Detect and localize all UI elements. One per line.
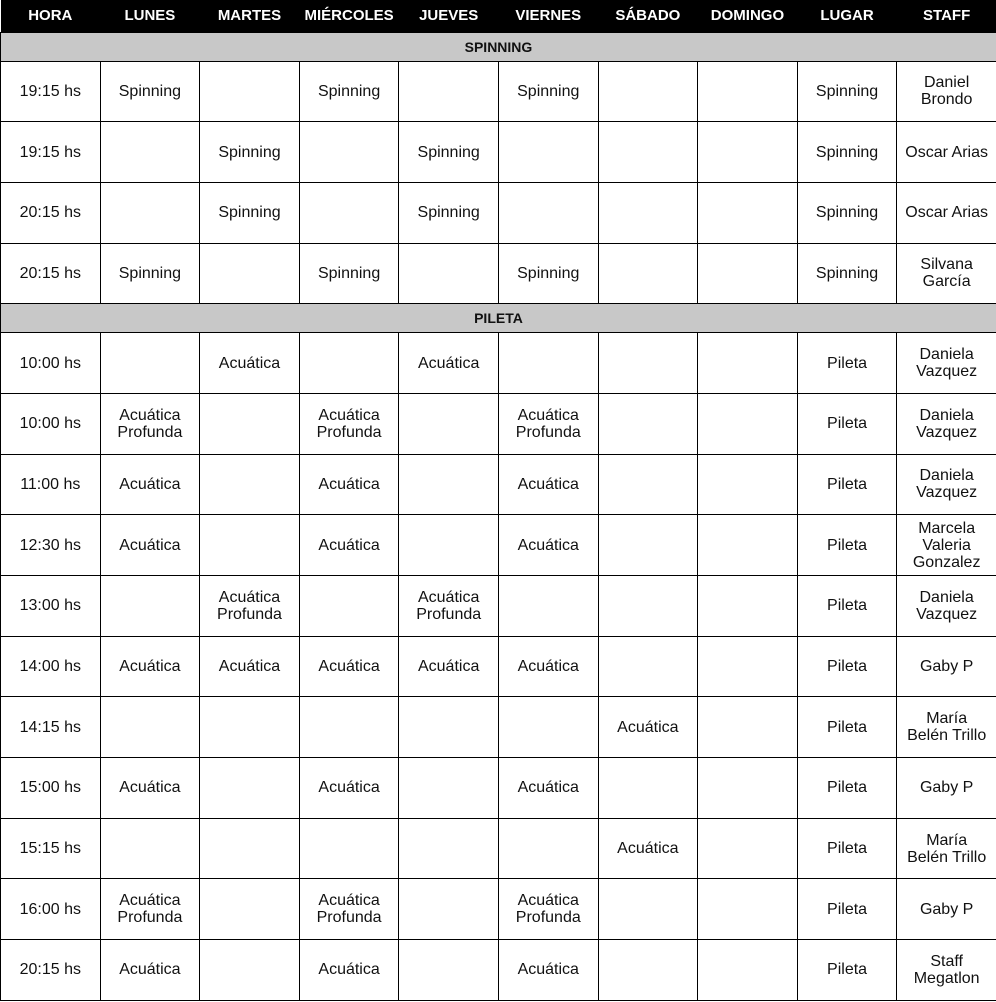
table-row <box>1 818 996 879</box>
staff-cell: Gaby P <box>897 636 996 697</box>
class-cell: Acuática <box>299 515 399 576</box>
time-cell: 19:15 hs <box>1 122 101 183</box>
section-row-spinning <box>1 32 996 61</box>
header-hora: HORA <box>1 0 101 32</box>
class-cell <box>498 182 598 243</box>
lugar-cell: Pileta <box>797 940 897 1001</box>
class-cell: Acuática <box>100 940 200 1001</box>
class-cell <box>399 697 499 758</box>
lugar-cell: Pileta <box>797 393 897 454</box>
header-miercoles: MIÉRCOLES <box>299 0 399 32</box>
lugar-cell: Spinning <box>797 182 897 243</box>
class-cell: Spinning <box>399 182 499 243</box>
class-cell <box>200 758 300 819</box>
header-domingo: DOMINGO <box>698 0 798 32</box>
class-cell: Spinning <box>498 243 598 304</box>
class-cell <box>399 940 499 1001</box>
class-cell: Acuática <box>598 697 698 758</box>
staff-cell: Silvana García <box>897 243 996 304</box>
class-cell: Acuática <box>100 454 200 515</box>
class-cell <box>200 697 300 758</box>
class-cell <box>698 758 798 819</box>
class-cell: Acuática <box>498 515 598 576</box>
class-cell: Acuática <box>498 454 598 515</box>
lugar-cell: Spinning <box>797 243 897 304</box>
class-cell <box>598 576 698 637</box>
lugar-cell: Spinning <box>797 61 897 122</box>
class-cell <box>299 182 399 243</box>
time-cell: 14:00 hs <box>1 636 101 697</box>
header-staff: STAFF <box>897 0 996 32</box>
header-lunes: LUNES <box>100 0 200 32</box>
class-cell <box>100 182 200 243</box>
time-cell: 15:00 hs <box>1 758 101 819</box>
class-cell <box>598 243 698 304</box>
class-cell <box>598 940 698 1001</box>
table-row <box>1 122 996 183</box>
table-row <box>1 243 996 304</box>
table-row <box>1 879 996 940</box>
staff-cell: Staff Megatlon <box>897 940 996 1001</box>
time-cell: 20:15 hs <box>1 940 101 1001</box>
time-cell: 10:00 hs <box>1 393 101 454</box>
header-jueves: JUEVES <box>399 0 499 32</box>
class-cell: Spinning <box>498 61 598 122</box>
time-cell: 16:00 hs <box>1 879 101 940</box>
class-cell: Acuática <box>200 636 300 697</box>
class-cell <box>698 122 798 183</box>
class-cell: Acuática <box>100 636 200 697</box>
lugar-cell: Pileta <box>797 454 897 515</box>
class-cell <box>698 454 798 515</box>
staff-cell: Daniel Brondo <box>897 61 996 122</box>
class-cell: Acuática <box>399 636 499 697</box>
time-cell: 20:15 hs <box>1 182 101 243</box>
time-cell: 20:15 hs <box>1 243 101 304</box>
time-cell: 14:15 hs <box>1 697 101 758</box>
staff-cell: Marcela Valeria Gonzalez <box>897 515 996 576</box>
class-cell: Acuática <box>299 636 399 697</box>
class-cell: Acuática Profunda <box>299 393 399 454</box>
class-cell <box>399 818 499 879</box>
time-cell: 12:30 hs <box>1 515 101 576</box>
lugar-cell: Pileta <box>797 636 897 697</box>
class-cell: Acuática Profunda <box>498 879 598 940</box>
class-cell <box>598 122 698 183</box>
staff-cell: Daniela Vazquez <box>897 454 996 515</box>
class-cell: Acuática <box>598 818 698 879</box>
class-cell <box>598 758 698 819</box>
class-cell <box>698 818 798 879</box>
class-cell <box>698 940 798 1001</box>
class-cell <box>698 515 798 576</box>
class-cell: Acuática <box>100 758 200 819</box>
class-cell <box>100 697 200 758</box>
lugar-cell: Pileta <box>797 879 897 940</box>
class-cell <box>200 61 300 122</box>
class-cell <box>299 697 399 758</box>
header-viernes: VIERNES <box>498 0 598 32</box>
class-cell <box>399 243 499 304</box>
class-cell: Acuática Profunda <box>498 393 598 454</box>
staff-cell: Oscar Arias <box>897 122 996 183</box>
class-cell <box>399 879 499 940</box>
staff-cell: Daniela Vazquez <box>897 393 996 454</box>
class-cell <box>698 576 798 637</box>
lugar-cell: Pileta <box>797 576 897 637</box>
section-row-pileta <box>1 304 996 333</box>
class-cell <box>498 576 598 637</box>
class-cell <box>598 636 698 697</box>
class-cell: Acuática Profunda <box>399 576 499 637</box>
class-cell <box>598 333 698 394</box>
class-cell <box>498 697 598 758</box>
class-cell <box>498 122 598 183</box>
table-row <box>1 454 996 515</box>
class-cell <box>299 122 399 183</box>
staff-cell: Oscar Arias <box>897 182 996 243</box>
class-cell: Spinning <box>200 122 300 183</box>
class-cell <box>498 333 598 394</box>
class-cell <box>698 61 798 122</box>
header-sabado: SÁBADO <box>598 0 698 32</box>
class-cell <box>200 393 300 454</box>
table-row <box>1 636 996 697</box>
class-cell: Acuática <box>399 333 499 394</box>
lugar-cell: Pileta <box>797 758 897 819</box>
class-cell: Acuática Profunda <box>200 576 300 637</box>
class-cell: Spinning <box>399 122 499 183</box>
class-cell <box>399 393 499 454</box>
table-row <box>1 758 996 819</box>
class-cell <box>200 940 300 1001</box>
class-cell: Spinning <box>100 61 200 122</box>
table-row <box>1 393 996 454</box>
class-cell: Acuática <box>299 454 399 515</box>
class-cell: Spinning <box>100 243 200 304</box>
class-cell: Acuática Profunda <box>100 393 200 454</box>
class-cell <box>299 576 399 637</box>
class-cell <box>399 758 499 819</box>
time-cell: 10:00 hs <box>1 333 101 394</box>
time-cell: 13:00 hs <box>1 576 101 637</box>
class-cell: Acuática <box>299 940 399 1001</box>
class-cell: Acuática <box>200 333 300 394</box>
class-cell <box>498 818 598 879</box>
class-cell <box>698 243 798 304</box>
class-cell: Acuática Profunda <box>299 879 399 940</box>
class-cell <box>698 636 798 697</box>
staff-cell: Daniela Vazquez <box>897 576 996 637</box>
table-row <box>1 940 996 1001</box>
lugar-cell: Pileta <box>797 515 897 576</box>
class-cell <box>598 879 698 940</box>
header-row <box>1 0 996 32</box>
class-cell: Acuática <box>100 515 200 576</box>
class-cell <box>100 818 200 879</box>
table-row <box>1 333 996 394</box>
class-cell: Spinning <box>299 243 399 304</box>
class-cell: Acuática <box>299 758 399 819</box>
class-cell <box>399 454 499 515</box>
staff-cell: Daniela Vazquez <box>897 333 996 394</box>
staff-cell: María Belén Trillo <box>897 818 996 879</box>
class-cell <box>598 182 698 243</box>
staff-cell: María Belén Trillo <box>897 697 996 758</box>
section-title: SPINNING <box>1 32 996 61</box>
class-cell <box>200 515 300 576</box>
staff-cell: Gaby P <box>897 879 996 940</box>
schedule-body <box>1 32 996 1000</box>
class-cell: Acuática <box>498 758 598 819</box>
class-cell <box>399 61 499 122</box>
class-cell <box>598 515 698 576</box>
class-cell <box>698 393 798 454</box>
class-cell <box>200 818 300 879</box>
lugar-cell: Pileta <box>797 818 897 879</box>
class-cell <box>200 454 300 515</box>
header-lugar: LUGAR <box>797 0 897 32</box>
class-cell <box>598 454 698 515</box>
time-cell: 19:15 hs <box>1 61 101 122</box>
time-cell: 11:00 hs <box>1 454 101 515</box>
table-row <box>1 515 996 576</box>
class-cell <box>200 879 300 940</box>
lugar-cell: Pileta <box>797 697 897 758</box>
class-cell <box>399 515 499 576</box>
staff-cell: Gaby P <box>897 758 996 819</box>
class-cell: Acuática <box>498 940 598 1001</box>
table-row <box>1 697 996 758</box>
class-cell <box>299 818 399 879</box>
class-cell <box>100 122 200 183</box>
time-cell: 15:15 hs <box>1 818 101 879</box>
table-row <box>1 576 996 637</box>
class-cell: Spinning <box>299 61 399 122</box>
class-cell <box>698 879 798 940</box>
section-title: PILETA <box>1 304 996 333</box>
class-cell <box>598 393 698 454</box>
header-martes: MARTES <box>200 0 300 32</box>
class-cell <box>299 333 399 394</box>
table-row <box>1 182 996 243</box>
class-cell <box>698 333 798 394</box>
class-cell: Acuática <box>498 636 598 697</box>
class-cell <box>100 333 200 394</box>
class-cell <box>100 576 200 637</box>
class-cell <box>698 697 798 758</box>
table-row <box>1 61 996 122</box>
lugar-cell: Pileta <box>797 333 897 394</box>
class-cell <box>200 243 300 304</box>
class-cell: Spinning <box>200 182 300 243</box>
class-cell <box>598 61 698 122</box>
lugar-cell: Spinning <box>797 122 897 183</box>
class-cell <box>698 182 798 243</box>
class-cell: Acuática Profunda <box>100 879 200 940</box>
